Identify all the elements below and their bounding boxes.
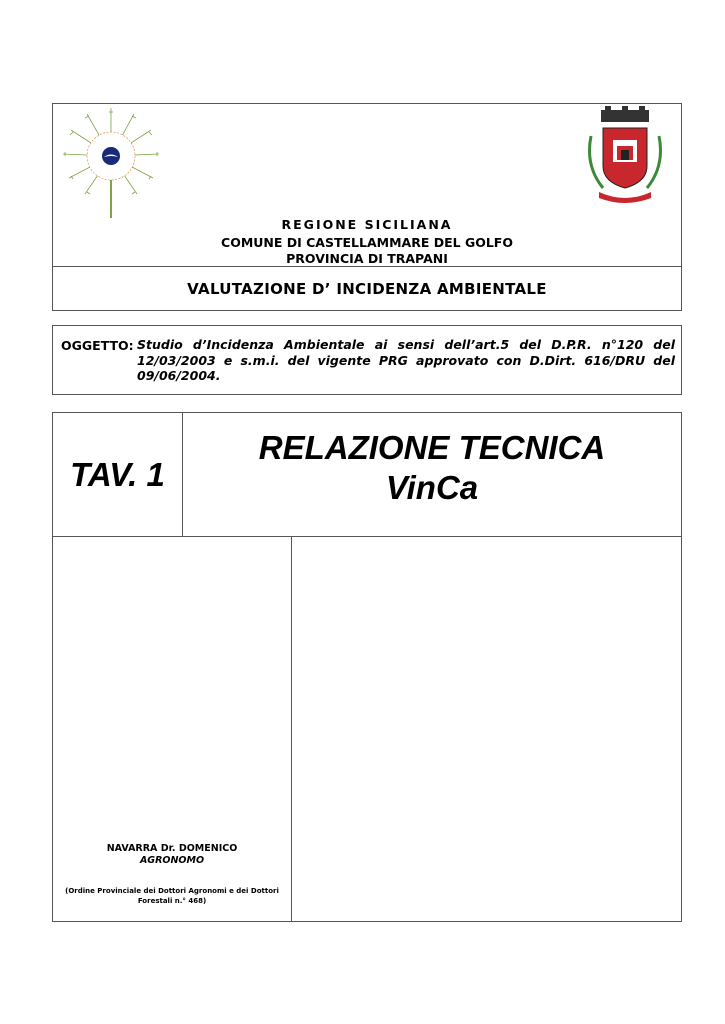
author-block <box>53 843 291 906</box>
author-name: NAVARRA Dr. DOMENICO <box>106 843 238 854</box>
title-cell <box>183 413 681 536</box>
valutazioni-ambientali-logo <box>59 106 163 218</box>
comune-name: COMUNE DI CASTELLAMMARE DEL GOLFO <box>221 235 513 250</box>
tav-label: TAV. 1 <box>70 455 165 493</box>
header-box <box>52 103 682 267</box>
author-order: (Ordine Provinciale dei Dottori Agronomi e dei Dottori Forestali n.° 468) <box>65 887 279 905</box>
valutazione-box <box>52 266 682 311</box>
document-subtitle: VinCa <box>385 469 479 506</box>
valutazione-title: VALUTAZIONE D’ INCIDENZA AMBIENTALE <box>187 279 547 298</box>
oggetto-box <box>52 325 682 395</box>
divider <box>53 536 681 537</box>
tav-cell <box>53 413 183 536</box>
provincia-name: PROVINCIA DI TRAPANI <box>286 251 448 266</box>
tavola-box <box>52 412 682 922</box>
region-name: REGIONE SICILIANA <box>281 217 453 232</box>
divider <box>291 536 292 921</box>
castellammare-coat-of-arms <box>583 106 667 208</box>
document-title: RELAZIONE TECNICA <box>258 429 606 466</box>
author-role: AGRONOMO <box>139 855 205 866</box>
oggetto-label: OGGETTO: <box>61 338 134 353</box>
oggetto-text: Studio d’Incidenza Ambientale ai sensi dell’art.5 del D.P.R. n°120 del 12/03/2003 e s.m.i. del vigente PRG approvato con D.Dirt. 616/DRU del 09/06/2004. <box>137 337 675 383</box>
